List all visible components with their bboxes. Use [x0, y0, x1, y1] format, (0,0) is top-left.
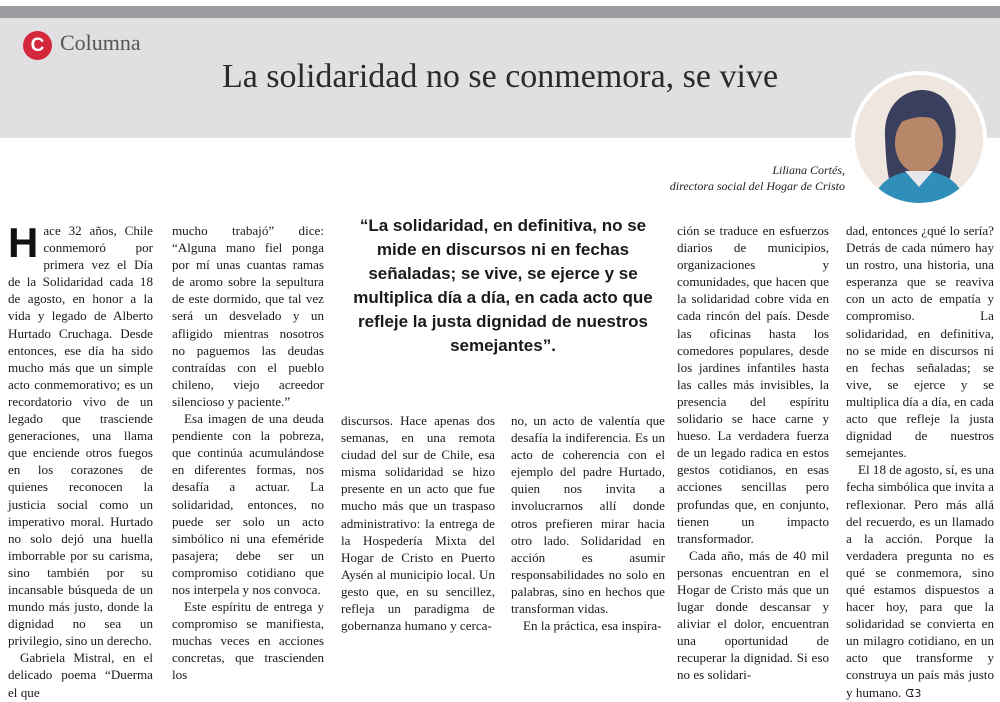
section-label: Columna: [60, 30, 141, 55]
column-6: [846, 222, 994, 702]
paragraph: ción se traduce en esfuerzos diarios de municipios, organizaciones y comunidades, que hacen que la solidaridad cobre vida en cada rincón del país. Desde las oficinas hasta los comedores populares, desde los jardines infantiles hasta las calles más invisibles, la presencia del espíritu solidario se hace carne y hueso. La verdadera fuerza de un legado radica en estos gestos cotidianos, en esas acciones sencillas pero profundas que, en conjunto, tienen un impacto transformador.: [677, 223, 829, 546]
paragraph: En la práctica, esa inspira-: [523, 618, 662, 634]
paragraph: [846, 461, 994, 701]
column-5: [677, 222, 829, 684]
end-mark-icon: ᗧ3: [905, 686, 922, 700]
author-role: directora social del Hogar de Cristo: [669, 179, 845, 193]
logo-letter: C: [30, 34, 45, 56]
column-3: [341, 412, 495, 634]
paragraph: Cada año, más de 40 mil personas encuentran en el Hogar de Cristo más que un lugar donde descansar y aliviar el dolor, encuentran una oportunidad de recuperar la dignidad. Si eso no es solidari-: [677, 547, 829, 683]
top-bar: [0, 0, 1000, 18]
paragraph: Gabriela Mistral, en el delicado poema “Duerma el que: [8, 650, 153, 700]
author-photo: [855, 75, 983, 203]
top-stripe: [0, 6, 1000, 18]
author-name: Liliana Cortés,: [772, 163, 845, 177]
article-headline: La solidaridad no se conmemora, se vive: [221, 58, 779, 95]
paragraph: mucho trabajó” dice: “Alguna mano fiel ponga por mí unas cuantas ramas de aromo sobre la sepultura de este dormido, que tal vez será un desvelado y un afligido mientras nosotros no paguemos las deudas contraídas con el pueblo chileno, viejo acreedor silencioso y paciente.”: [172, 223, 324, 409]
column-1: [8, 219, 153, 701]
pull-quote: “La solidaridad, en definitiva, no se mide en discursos ni en fechas señaladas; se vive, se ejerce y se multiplica día a día, en cada acto que refleje la justa dignidad de nuestros semejantes”.: [353, 216, 653, 355]
column-4: [511, 412, 665, 634]
section-logo-icon: [23, 31, 52, 60]
paragraph: Este espíritu de entrega y compromiso se manifiesta, muchas veces en acciones concretas, que trascienden los: [172, 599, 324, 683]
author-byline: [670, 162, 845, 194]
paragraph: [8, 219, 153, 649]
paragraph: dad, entonces ¿qué lo sería? Detrás de cada número hay un rostro, una historia, una esperanza que se reaviva con un acto de empatía y compromiso. La solidaridad, en definitiva, no se mide en discursos ni en fechas señaladas; se vive, se ejerce y se multiplica día a día, en cada acto que refleje la justa dignidad de nuestros semejantes.: [846, 223, 994, 461]
author-portrait-icon: [855, 75, 983, 203]
column-2: [172, 222, 324, 684]
paragraph: Esa imagen de una deuda pendiente con la pobreza, que continúa acumulándose en diferentes formas, nos desafía a actuar. La solidaridad, entonces, no puede ser solo un acto simbólico ni una efeméride pasajera; debe ser un compromiso cotidiano que nos interpela y nos convoca.: [172, 411, 324, 597]
paragraph-text: ace 32 años, Chile conmemoró por primera vez el Día de la Solidaridad cada 18 de agosto, en honor a la vida y legado de Alberto Hurtado Cruchaga. Desde entonces, ese día ha sido mucho más que un simple acto conmemorativo; es un recordatorio vivo de un legado que trasciende generaciones, una llama que enciende otros fuegos en los corazones de quienes reconocen la justicia social como un imperativo moral. Hurtado no solo dejó una huella imborrable por su carisma, sino también por su incansable búsqueda de un mundo más justo, donde la dignidad no sea un privilegio, sino un derecho.: [8, 223, 153, 649]
paragraph-text: El 18 de agosto, sí, es una fecha simbólica que invita a reflexionar. Pero más allá del recuerdo, es un llamado a la acción. Porque la verdadera pregunta no es qué se conmemora, sino qué estamos dispuestos a hacer hoy, para que la solidaridad se convierta en un milagro cotidiano, en un acto que transforme y construya un país más justo y humano.: [846, 462, 995, 700]
paragraph: discursos. Hace apenas dos semanas, en una remota ciudad del sur de Chile, esa misma solidaridad se hizo presente en un acto que fue mucho más que un traspaso administrativo: la entrega de la Hospedería Mixta del Hogar de Cristo en Puerto Aysén al municipio local. Un gesto que, en su sencillez, refleja un paradigma de gobernanza humano y cerca-: [341, 413, 495, 634]
drop-cap: H: [8, 219, 39, 266]
paragraph: no, un acto de valentía que desafía la indiferencia. Es un acto de coherencia con el ejemplo del padre Hurtado, quien nos invita a involucrarnos allí donde otros prefieren mirar hacia otro lado. Solidaridad en acción es asumir responsabilidades no solo en palabras, sino en hechos que transforman vidas.: [511, 413, 665, 617]
